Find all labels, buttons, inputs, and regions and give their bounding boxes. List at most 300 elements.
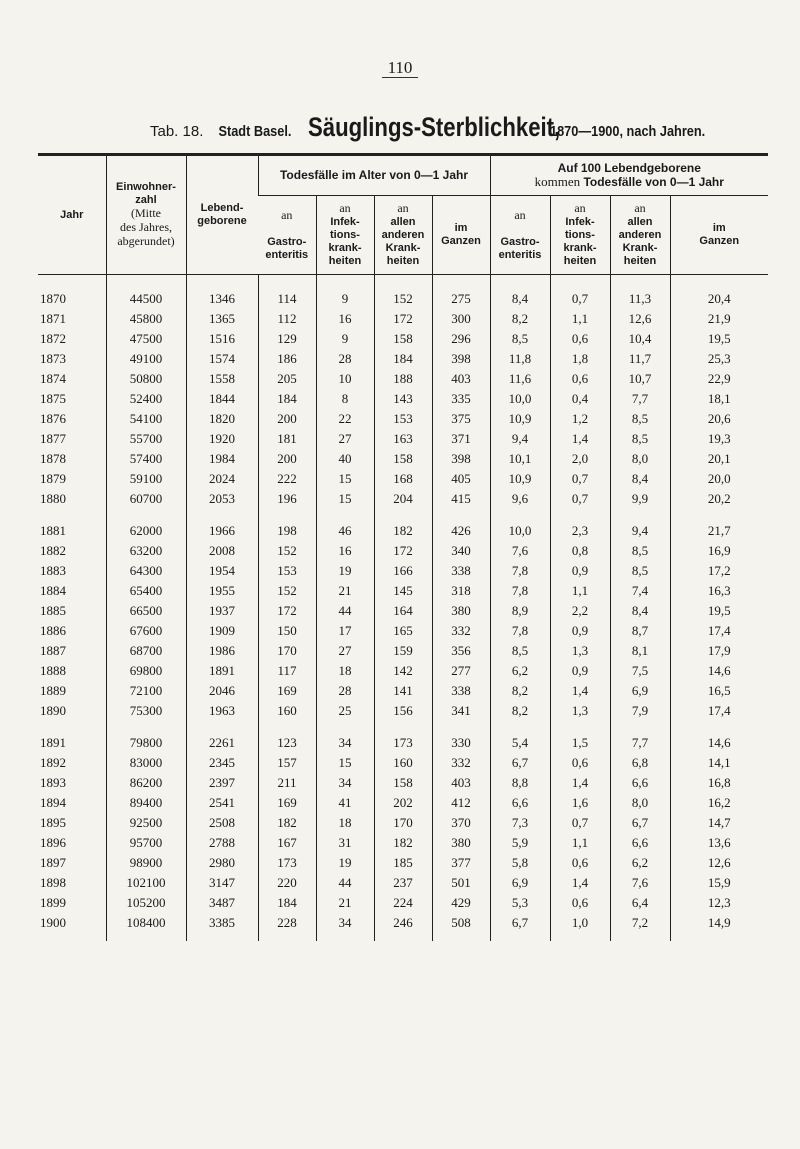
cell-infek-abs: 40 (316, 449, 374, 469)
cell-infek-abs: 27 (316, 429, 374, 449)
cell-lebend: 3487 (186, 893, 258, 913)
cell-ganzen-abs: 380 (432, 601, 490, 621)
cell-ganzen-rel: 19,5 (670, 601, 768, 621)
cell-ganzen-abs: 501 (432, 873, 490, 893)
cell-infek-abs: 8 (316, 389, 374, 409)
table-row (38, 641, 768, 661)
cell-infek-abs: 22 (316, 409, 374, 429)
cell-lebend: 1891 (186, 661, 258, 681)
cell-infek-rel: 2,3 (550, 521, 610, 541)
cell-gastro-abs: 152 (258, 581, 316, 601)
cell-einwohner: 79800 (106, 733, 186, 753)
cell-jahr: 1876 (40, 411, 66, 426)
cell-ganzen-abs: 338 (432, 561, 490, 581)
cell-gastro-rel: 11,6 (490, 369, 550, 389)
cell-lebend: 1984 (186, 449, 258, 469)
cell-jahr: 1882 (40, 543, 66, 558)
table-row (38, 681, 768, 701)
cell-allen-rel: 8,4 (610, 469, 670, 489)
title-range: 1870—1900, nach Jahren. (550, 123, 706, 140)
cell-gastro-rel: 10,0 (490, 389, 550, 409)
cell-ganzen-rel: 20,6 (670, 409, 768, 429)
cell-gastro-abs: 186 (258, 349, 316, 369)
cell-infek-rel: 0,9 (550, 561, 610, 581)
cell-gastro-abs: 211 (258, 773, 316, 793)
cell-infek-abs: 31 (316, 833, 374, 853)
cell-allen-rel: 7,7 (610, 389, 670, 409)
cell-infek-abs: 25 (316, 701, 374, 721)
table-row (38, 409, 768, 429)
cell-einwohner: 47500 (106, 329, 186, 349)
cell-allen-abs: 142 (374, 661, 432, 681)
cell-infek-abs: 28 (316, 681, 374, 701)
cell-ganzen-abs: 398 (432, 349, 490, 369)
cell-einwohner: 72100 (106, 681, 186, 701)
cell-einwohner: 60700 (106, 489, 186, 509)
cell-ganzen-abs: 356 (432, 641, 490, 661)
cell-gastro-rel: 6,7 (490, 913, 550, 941)
cell-gastro-abs: 172 (258, 601, 316, 621)
table-row (38, 833, 768, 853)
cell-einwohner: 62000 (106, 521, 186, 541)
cell-lebend: 2508 (186, 813, 258, 833)
cell-allen-rel: 8,5 (610, 561, 670, 581)
cell-gastro-rel: 8,2 (490, 681, 550, 701)
cell-infek-rel: 0,6 (550, 369, 610, 389)
cell-allen-abs: 246 (374, 913, 432, 941)
cell-allen-abs: 158 (374, 449, 432, 469)
cell-allen-abs: 143 (374, 389, 432, 409)
cell-lebend: 2345 (186, 753, 258, 773)
cell-jahr: 1896 (40, 835, 66, 850)
cell-gastro-rel: 6,7 (490, 753, 550, 773)
cell-ganzen-rel: 20,0 (670, 469, 768, 489)
cell-allen-rel: 8,5 (610, 429, 670, 449)
cell-jahr: 1887 (40, 643, 66, 658)
cell-lebend: 1365 (186, 309, 258, 329)
cell-einwohner: 54100 (106, 409, 186, 429)
cell-lebend: 1955 (186, 581, 258, 601)
cell-gastro-abs: 123 (258, 733, 316, 753)
header-infek-rel: an Infek- tions- krank- heiten (550, 196, 610, 275)
cell-allen-abs: 166 (374, 561, 432, 581)
cell-allen-abs: 182 (374, 521, 432, 541)
cell-jahr: 1898 (40, 875, 66, 890)
table-row (38, 873, 768, 893)
cell-infek-abs: 44 (316, 601, 374, 621)
cell-gastro-rel: 10,9 (490, 469, 550, 489)
cell-ganzen-rel: 13,6 (670, 833, 768, 853)
cell-jahr: 1897 (40, 855, 66, 870)
cell-gastro-rel: 7,6 (490, 541, 550, 561)
cell-allen-abs: 145 (374, 581, 432, 601)
cell-infek-rel: 1,4 (550, 429, 610, 449)
cell-gastro-rel: 8,8 (490, 773, 550, 793)
cell-jahr: 1874 (40, 371, 66, 386)
cell-gastro-abs: 114 (258, 275, 316, 310)
cell-ganzen-rel: 14,7 (670, 813, 768, 833)
cell-infek-abs: 9 (316, 275, 374, 310)
cell-infek-rel: 2,2 (550, 601, 610, 621)
cell-allen-rel: 7,2 (610, 913, 670, 941)
cell-allen-abs: 164 (374, 601, 432, 621)
gap-cell (432, 509, 490, 521)
cell-gastro-rel: 7,8 (490, 561, 550, 581)
cell-allen-abs: 156 (374, 701, 432, 721)
cell-infek-rel: 1,1 (550, 581, 610, 601)
cell-ganzen-abs: 340 (432, 541, 490, 561)
cell-allen-abs: 153 (374, 409, 432, 429)
cell-einwohner: 67600 (106, 621, 186, 641)
cell-allen-abs: 188 (374, 369, 432, 389)
cell-infek-rel: 1,6 (550, 793, 610, 813)
cell-ganzen-abs: 380 (432, 833, 490, 853)
cell-infek-rel: 1,3 (550, 701, 610, 721)
table-body (38, 275, 768, 942)
cell-lebend: 2788 (186, 833, 258, 853)
cell-ganzen-abs: 403 (432, 773, 490, 793)
cell-allen-rel: 7,4 (610, 581, 670, 601)
cell-ganzen-rel: 16,3 (670, 581, 768, 601)
gap-cell (550, 721, 610, 733)
cell-jahr: 1891 (40, 735, 66, 750)
gap-cell (610, 721, 670, 733)
cell-ganzen-rel: 16,8 (670, 773, 768, 793)
header-row-1 (38, 156, 768, 196)
cell-infek-abs: 15 (316, 489, 374, 509)
cell-infek-abs: 10 (316, 369, 374, 389)
cell-allen-rel: 11,7 (610, 349, 670, 369)
cell-lebend: 1844 (186, 389, 258, 409)
city-label: Stadt Basel. (218, 123, 292, 140)
cell-infek-rel: 0,6 (550, 753, 610, 773)
gap-cell (490, 721, 550, 733)
cell-einwohner: 55700 (106, 429, 186, 449)
cell-infek-rel: 1,3 (550, 641, 610, 661)
header-gastro-rel: an Gastro- enteritis (490, 196, 550, 275)
cell-lebend: 2541 (186, 793, 258, 813)
cell-allen-abs: 160 (374, 753, 432, 773)
header-jahr: Jahr (38, 156, 106, 275)
cell-infek-rel: 0,6 (550, 329, 610, 349)
cell-ganzen-abs: 335 (432, 389, 490, 409)
cell-gastro-rel: 10,1 (490, 449, 550, 469)
cell-infek-abs: 15 (316, 753, 374, 773)
cell-gastro-abs: 170 (258, 641, 316, 661)
table-title (150, 112, 733, 143)
cell-allen-abs: 141 (374, 681, 432, 701)
cell-allen-rel: 6,4 (610, 893, 670, 913)
table-row (38, 701, 768, 721)
cell-infek-abs: 16 (316, 309, 374, 329)
cell-gastro-abs: 205 (258, 369, 316, 389)
cell-gastro-abs: 228 (258, 913, 316, 941)
cell-allen-abs: 170 (374, 813, 432, 833)
cell-infek-rel: 1,4 (550, 873, 610, 893)
gap-cell (374, 721, 432, 733)
cell-infek-rel: 1,5 (550, 733, 610, 753)
cell-allen-rel: 12,6 (610, 309, 670, 329)
cell-gastro-abs: 117 (258, 661, 316, 681)
table-row (38, 601, 768, 621)
table-row (38, 793, 768, 813)
cell-gastro-rel: 8,2 (490, 701, 550, 721)
cell-lebend: 3147 (186, 873, 258, 893)
cell-allen-rel: 8,7 (610, 621, 670, 641)
cell-infek-rel: 1,0 (550, 913, 610, 941)
cell-allen-rel: 9,4 (610, 521, 670, 541)
table-row (38, 429, 768, 449)
gap-cell (610, 509, 670, 521)
cell-ganzen-abs: 377 (432, 853, 490, 873)
cell-jahr: 1895 (40, 815, 66, 830)
cell-jahr: 1872 (40, 331, 66, 346)
gap-cell (670, 721, 768, 733)
cell-ganzen-rel: 16,2 (670, 793, 768, 813)
cell-allen-abs: 173 (374, 733, 432, 753)
cell-jahr: 1881 (40, 523, 66, 538)
cell-gastro-rel: 8,9 (490, 601, 550, 621)
cell-gastro-rel: 8,2 (490, 309, 550, 329)
cell-gastro-abs: 160 (258, 701, 316, 721)
cell-infek-abs: 19 (316, 853, 374, 873)
cell-infek-rel: 0,7 (550, 275, 610, 310)
cell-gastro-abs: 184 (258, 893, 316, 913)
cell-ganzen-abs: 341 (432, 701, 490, 721)
cell-allen-rel: 8,0 (610, 449, 670, 469)
cell-einwohner: 66500 (106, 601, 186, 621)
cell-lebend: 1558 (186, 369, 258, 389)
header-im-ganzen-rel: im Ganzen (670, 196, 768, 275)
cell-einwohner: 98900 (106, 853, 186, 873)
cell-einwohner: 57400 (106, 449, 186, 469)
cell-infek-rel: 1,2 (550, 409, 610, 429)
cell-allen-rel: 6,2 (610, 853, 670, 873)
cell-allen-abs: 224 (374, 893, 432, 913)
cell-jahr: 1889 (40, 683, 66, 698)
cell-allen-rel: 6,7 (610, 813, 670, 833)
cell-jahr: 1870 (40, 291, 66, 306)
gap-cell (670, 509, 768, 521)
cell-gastro-abs: 152 (258, 541, 316, 561)
cell-ganzen-rel: 20,2 (670, 489, 768, 509)
gap-cell (186, 509, 258, 521)
cell-gastro-rel: 6,2 (490, 661, 550, 681)
cell-ganzen-rel: 21,9 (670, 309, 768, 329)
cell-ganzen-abs: 330 (432, 733, 490, 753)
cell-ganzen-abs: 412 (432, 793, 490, 813)
header-allen-abs: an allen anderen Krank- heiten (374, 196, 432, 275)
cell-ganzen-rel: 14,6 (670, 661, 768, 681)
cell-infek-abs: 19 (316, 561, 374, 581)
cell-ganzen-abs: 371 (432, 429, 490, 449)
cell-infek-abs: 21 (316, 893, 374, 913)
table-row (38, 521, 768, 541)
cell-allen-rel: 11,3 (610, 275, 670, 310)
cell-allen-abs: 237 (374, 873, 432, 893)
cell-ganzen-abs: 318 (432, 581, 490, 601)
cell-lebend: 2261 (186, 733, 258, 753)
cell-gastro-rel: 8,5 (490, 329, 550, 349)
cell-infek-rel: 1,1 (550, 309, 610, 329)
table-row (38, 753, 768, 773)
header-im-ganzen-abs: im Ganzen (432, 196, 490, 275)
cell-infek-rel: 0,9 (550, 621, 610, 641)
cell-gastro-rel: 5,9 (490, 833, 550, 853)
cell-allen-rel: 6,8 (610, 753, 670, 773)
cell-infek-abs: 34 (316, 733, 374, 753)
header-einwohnerzahl: Einwohner- zahl (Mitte des Jahres, abgerundet) (106, 156, 186, 275)
cell-infek-abs: 9 (316, 329, 374, 349)
cell-gastro-rel: 6,9 (490, 873, 550, 893)
cell-infek-rel: 0,9 (550, 661, 610, 681)
header-infek-abs: an Infek- tions- krank- heiten (316, 196, 374, 275)
cell-infek-abs: 18 (316, 661, 374, 681)
cell-lebend: 1346 (186, 275, 258, 310)
page-number: 110 (0, 58, 800, 78)
gap-cell (106, 721, 186, 733)
cell-lebend: 1820 (186, 409, 258, 429)
cell-infek-rel: 0,7 (550, 813, 610, 833)
cell-gastro-rel: 9,4 (490, 429, 550, 449)
cell-lebend: 2024 (186, 469, 258, 489)
gap-cell (316, 721, 374, 733)
cell-gastro-rel: 6,6 (490, 793, 550, 813)
cell-gastro-rel: 8,5 (490, 641, 550, 661)
table-row (38, 489, 768, 509)
header-todesfaelle-group: Todesfälle im Alter von 0—1 Jahr (258, 156, 490, 196)
cell-gastro-abs: 157 (258, 753, 316, 773)
cell-ganzen-rel: 21,7 (670, 521, 768, 541)
cell-jahr: 1871 (40, 311, 66, 326)
header-auf100-group: Auf 100 Lebendgeborene kommen Todesfälle von 0—1 Jahr (490, 156, 768, 196)
cell-gastro-abs: 169 (258, 793, 316, 813)
cell-allen-rel: 9,9 (610, 489, 670, 509)
cell-infek-rel: 0,8 (550, 541, 610, 561)
table-row (38, 541, 768, 561)
cell-ganzen-abs: 403 (432, 369, 490, 389)
cell-infek-rel: 0,4 (550, 389, 610, 409)
cell-jahr: 1900 (40, 915, 66, 930)
cell-gastro-rel: 5,8 (490, 853, 550, 873)
table-row (38, 813, 768, 833)
table-row (38, 853, 768, 873)
cell-ganzen-rel: 12,6 (670, 853, 768, 873)
cell-allen-rel: 8,5 (610, 541, 670, 561)
mortality-table (38, 156, 768, 941)
cell-allen-rel: 6,6 (610, 773, 670, 793)
cell-gastro-abs: 173 (258, 853, 316, 873)
cell-einwohner: 44500 (106, 275, 186, 310)
cell-infek-rel: 1,4 (550, 773, 610, 793)
table-row (38, 369, 768, 389)
cell-jahr: 1879 (40, 471, 66, 486)
cell-ganzen-rel: 25,3 (670, 349, 768, 369)
gap-cell (374, 509, 432, 521)
table-row (38, 469, 768, 489)
cell-allen-abs: 165 (374, 621, 432, 641)
cell-gastro-abs: 196 (258, 489, 316, 509)
table-row (38, 913, 768, 941)
cell-allen-rel: 10,4 (610, 329, 670, 349)
cell-ganzen-abs: 370 (432, 813, 490, 833)
gap-cell (550, 509, 610, 521)
cell-jahr: 1885 (40, 603, 66, 618)
cell-ganzen-abs: 429 (432, 893, 490, 913)
cell-gastro-rel: 11,8 (490, 349, 550, 369)
cell-ganzen-rel: 22,9 (670, 369, 768, 389)
cell-gastro-rel: 8,4 (490, 275, 550, 310)
cell-allen-abs: 184 (374, 349, 432, 369)
cell-ganzen-abs: 332 (432, 621, 490, 641)
cell-lebend: 2053 (186, 489, 258, 509)
cell-gastro-rel: 9,6 (490, 489, 550, 509)
cell-jahr: 1890 (40, 703, 66, 718)
title-main: Säuglings-Sterblichkeit, (308, 112, 561, 142)
cell-ganzen-rel: 19,3 (670, 429, 768, 449)
cell-ganzen-rel: 14,6 (670, 733, 768, 753)
cell-infek-abs: 41 (316, 793, 374, 813)
cell-einwohner: 69800 (106, 661, 186, 681)
cell-allen-abs: 185 (374, 853, 432, 873)
cell-infek-abs: 15 (316, 469, 374, 489)
cell-jahr: 1892 (40, 755, 66, 770)
header-allen-rel: an allen anderen Krank- heiten (610, 196, 670, 275)
cell-jahr: 1888 (40, 663, 66, 678)
cell-infek-abs: 27 (316, 641, 374, 661)
cell-einwohner: 65400 (106, 581, 186, 601)
header-lebendgeborene: Lebend- geborene (186, 156, 258, 275)
cell-einwohner: 86200 (106, 773, 186, 793)
cell-ganzen-abs: 275 (432, 275, 490, 310)
cell-ganzen-rel: 20,1 (670, 449, 768, 469)
cell-allen-abs: 172 (374, 541, 432, 561)
cell-gastro-abs: 222 (258, 469, 316, 489)
cell-einwohner: 68700 (106, 641, 186, 661)
cell-gastro-abs: 150 (258, 621, 316, 641)
cell-gastro-rel: 10,0 (490, 521, 550, 541)
cell-infek-rel: 2,0 (550, 449, 610, 469)
cell-einwohner: 92500 (106, 813, 186, 833)
cell-gastro-abs: 169 (258, 681, 316, 701)
table-row (38, 449, 768, 469)
cell-jahr: 1899 (40, 895, 66, 910)
table-row (38, 893, 768, 913)
cell-gastro-rel: 7,8 (490, 581, 550, 601)
cell-einwohner: 52400 (106, 389, 186, 409)
table-number: Tab. 18. (150, 123, 204, 140)
cell-jahr: 1880 (40, 491, 66, 506)
cell-allen-rel: 6,6 (610, 833, 670, 853)
gap-cell (490, 509, 550, 521)
cell-allen-abs: 158 (374, 329, 432, 349)
cell-allen-abs: 168 (374, 469, 432, 489)
cell-lebend: 1937 (186, 601, 258, 621)
cell-lebend: 1963 (186, 701, 258, 721)
cell-allen-abs: 182 (374, 833, 432, 853)
cell-ganzen-rel: 17,9 (670, 641, 768, 661)
cell-lebend: 1920 (186, 429, 258, 449)
cell-einwohner: 64300 (106, 561, 186, 581)
cell-ganzen-abs: 415 (432, 489, 490, 509)
table-row (38, 275, 768, 310)
cell-gastro-abs: 220 (258, 873, 316, 893)
cell-jahr: 1886 (40, 623, 66, 638)
cell-einwohner: 95700 (106, 833, 186, 853)
cell-gastro-abs: 200 (258, 409, 316, 429)
cell-jahr: 1884 (40, 583, 66, 598)
cell-allen-rel: 7,9 (610, 701, 670, 721)
